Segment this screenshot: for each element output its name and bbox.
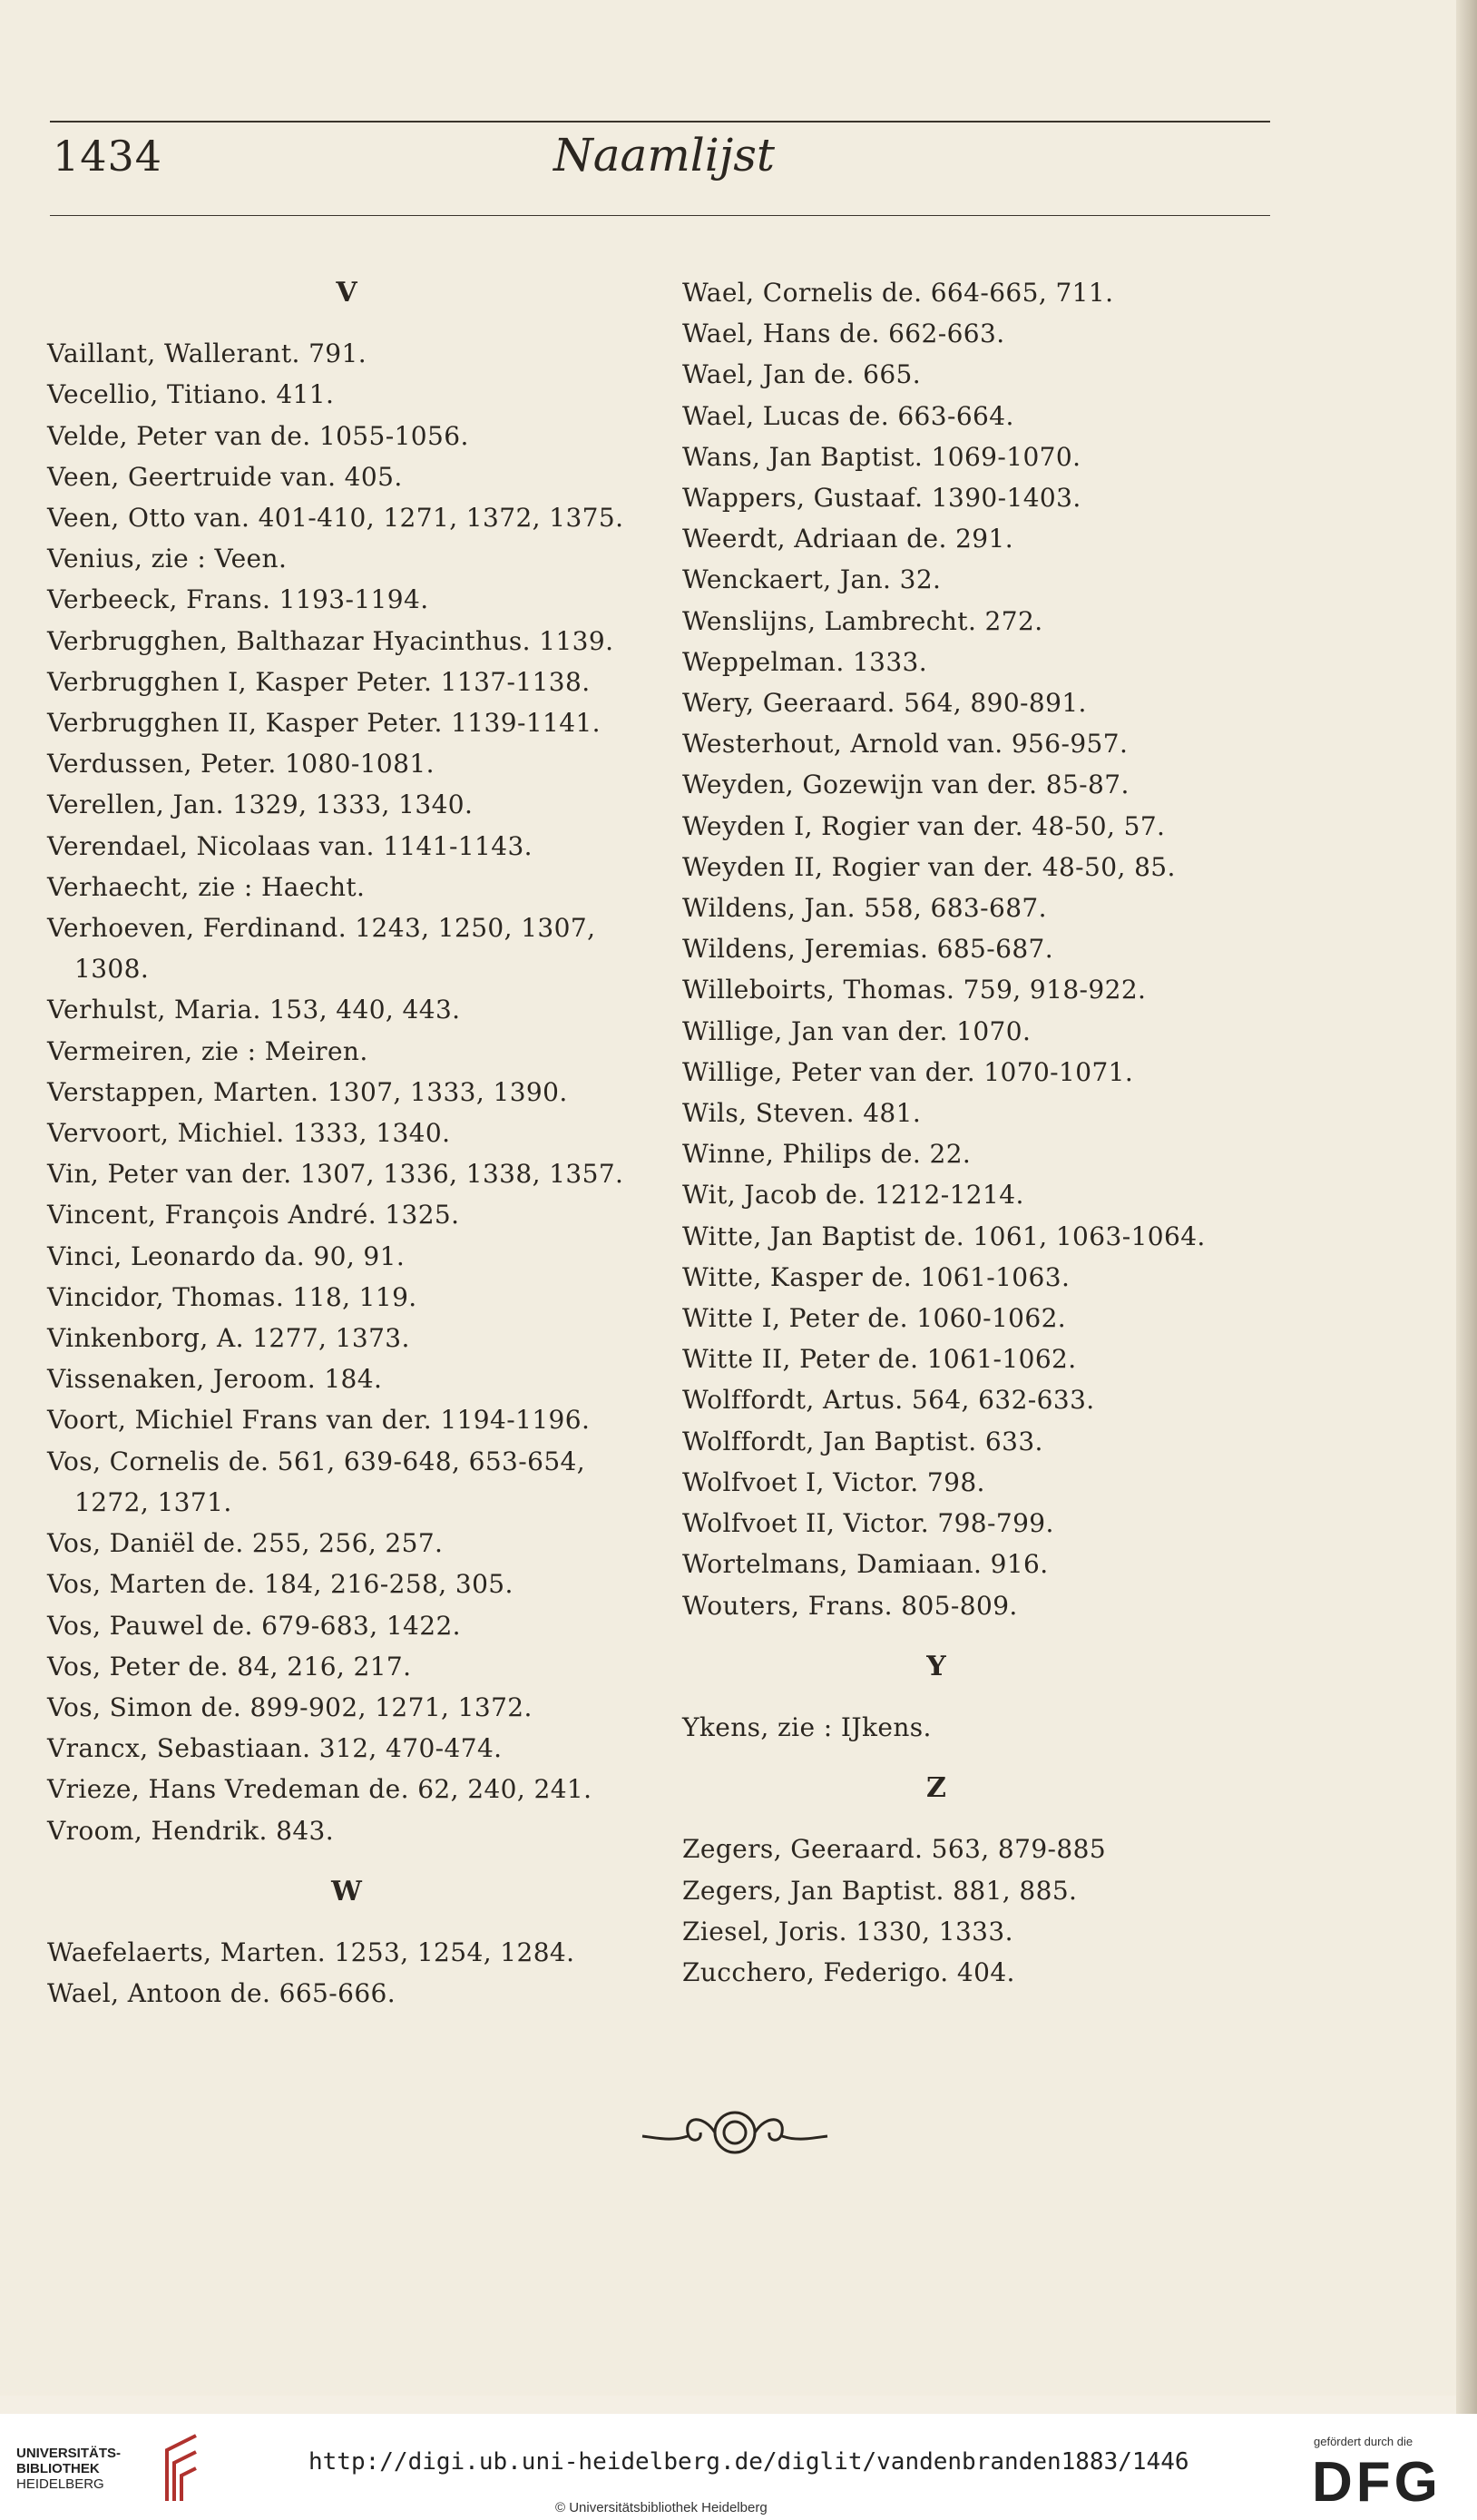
index-entry: Witte I, Peter de. 1060-1062.: [682, 1303, 1067, 1334]
index-entry: Wans, Jan Baptist. 1069-1070.: [682, 441, 1081, 472]
index-entry: Veen, Otto van. 401-410, 1271, 1372, 1375.: [47, 503, 624, 534]
index-entry: Wildens, Jeremias. 685-687.: [682, 934, 1054, 965]
library-logo-text: [16, 2446, 121, 2492]
source-url-link[interactable]: http://digi.ub.uni-heidelberg.de/diglit/vandenbranden1883/1446: [308, 2448, 1189, 2476]
index-entry: Vos, Daniël de. 255, 256, 257.: [47, 1528, 444, 1559]
index-entry: Wortelmans, Damiaan. 916.: [682, 1549, 1049, 1580]
page-title: Naamlijst: [553, 129, 776, 181]
index-entry: Verstappen, Marten. 1307, 1333, 1390.: [47, 1076, 568, 1107]
v-entry-list: [47, 333, 637, 1851]
index-entry: Wael, Cornelis de. 664-665, 711.: [682, 278, 1114, 308]
index-entry: Vervoort, Michiel. 1333, 1340.: [47, 1118, 451, 1149]
index-entry: Vroom, Hendrik. 843.: [47, 1815, 335, 1846]
index-entry: Vos, Cornelis de. 561, 639-648, 653-654,: [47, 1446, 586, 1476]
index-entry: Weyden II, Rogier van der. 48-50, 85.: [682, 851, 1176, 882]
index-entry: Willige, Jan van der. 1070.: [682, 1015, 1032, 1046]
library-line-2: BIBLIOTHEK: [16, 2461, 100, 2476]
copyright-text: © Universitätsbibliothek Heidelberg: [555, 2500, 768, 2515]
index-entry: Wolfvoet I, Victor. 798.: [682, 1466, 985, 1497]
index-entry: Verellen, Jan. 1329, 1333, 1340.: [47, 789, 474, 820]
index-entry: Zegers, Jan Baptist. 881, 885.: [682, 1875, 1078, 1906]
book-spine-edge: [1456, 0, 1477, 2414]
index-entry: Wael, Lucas de. 663-664.: [682, 400, 1014, 431]
library-line-1: UNIVERSITÄTS-: [16, 2446, 122, 2461]
index-entry: Venius, zie : Veen.: [47, 544, 288, 574]
index-entry: Willige, Peter van der. 1070-1071.: [682, 1056, 1134, 1087]
index-entry: Vos, Peter de. 84, 216, 217.: [47, 1651, 412, 1682]
index-entry: 1272, 1371.: [74, 1486, 232, 1517]
index-entry: Wils, Steven. 481.: [682, 1098, 922, 1129]
index-entry: Witte, Jan Baptist de. 1061, 1063-1064.: [682, 1221, 1206, 1251]
left-column: [47, 272, 637, 2014]
index-entry: Vincent, François André. 1325.: [47, 1200, 460, 1231]
index-entry: Voort, Michiel Frans van der. 1194-1196.: [47, 1405, 591, 1436]
index-entry: Wildens, Jan. 558, 683-687.: [682, 893, 1047, 924]
index-entry: Vin, Peter van der. 1307, 1336, 1338, 1357.: [47, 1159, 624, 1190]
index-entry: Weyden I, Rogier van der. 48-50, 57.: [682, 810, 1166, 841]
index-entry: Vinci, Leonardo da. 90, 91.: [47, 1240, 406, 1271]
index-entry: Verhoeven, Ferdinand. 1243, 1250, 1307,: [47, 913, 596, 944]
index-entry: Witte II, Peter de. 1061-1062.: [682, 1344, 1077, 1375]
index-entry: Verendael, Nicolaas van. 1141-1143.: [47, 830, 533, 861]
index-entry: Zegers, Geeraard. 563, 879-885: [682, 1834, 1107, 1865]
index-entry: Wappers, Gustaaf. 1390-1403.: [682, 483, 1081, 514]
page-number: 1434: [53, 132, 163, 181]
index-entry: Vrancx, Sebastiaan. 312, 470-474.: [47, 1733, 503, 1764]
index-entry: Wael, Jan de. 665.: [682, 359, 922, 390]
index-entry: Witte, Kasper de. 1061-1063.: [682, 1261, 1071, 1292]
index-entry: Wit, Jacob de. 1212-1214.: [682, 1180, 1024, 1211]
index-entry: Winne, Philips de. 22.: [682, 1139, 972, 1170]
index-entry: Ykens, zie : IJkens.: [682, 1711, 932, 1742]
index-entry: Wael, Hans de. 662-663.: [682, 319, 1005, 349]
index-entry: Vos, Simon de. 899-902, 1271, 1372.: [47, 1691, 533, 1722]
index-entry: Wery, Geeraard. 564, 890-891.: [682, 688, 1087, 719]
index-entry: Verhulst, Maria. 153, 440, 443.: [47, 995, 461, 1025]
index-entry: Vermeiren, zie : Meiren.: [47, 1035, 368, 1066]
index-entry: Weerdt, Adriaan de. 291.: [682, 524, 1014, 554]
index-entry: Verhaecht, zie : Haecht.: [47, 871, 366, 902]
index-entry: Vos, Marten de. 184, 216-258, 305.: [47, 1569, 514, 1600]
index-entry: Verbrugghen II, Kasper Peter. 1139-1141.: [47, 708, 601, 739]
index-entry: Veen, Geertruide van. 405.: [47, 461, 403, 492]
section-heading-y: Y: [926, 1650, 946, 1682]
index-entry: Verdussen, Peter. 1080-1081.: [47, 749, 435, 780]
index-entry: Wenslijns, Lambrecht. 272.: [682, 605, 1043, 636]
index-entry: Wolffordt, Artus. 564, 632-633.: [682, 1385, 1095, 1416]
index-entry: Verbeeck, Frans. 1193-1194.: [47, 584, 429, 615]
ornament-flourish-icon: [635, 2105, 835, 2160]
header-top-rule: [50, 121, 1270, 123]
index-entry: Wolfvoet II, Victor. 798-799.: [682, 1508, 1054, 1539]
y-entry-list: [682, 1707, 1272, 1748]
index-entry: Vrieze, Hans Vredeman de. 62, 240, 241.: [47, 1774, 592, 1805]
index-entry: Verbrugghen I, Kasper Peter. 1137-1138.: [47, 666, 591, 697]
right-column: [682, 272, 1272, 1993]
index-entry: Vaillant, Wallerant. 791.: [47, 338, 367, 369]
index-entry: Wael, Antoon de. 665-666.: [47, 1978, 396, 2009]
index-entry: Velde, Peter van de. 1055-1056.: [47, 420, 469, 451]
index-entry: Wouters, Frans. 805-809.: [682, 1590, 1018, 1621]
index-entry: Ziesel, Joris. 1330, 1333.: [682, 1916, 1013, 1946]
index-entry: Vincidor, Thomas. 118, 119.: [47, 1281, 417, 1312]
z-entry-list: [682, 1829, 1272, 1993]
dfg-logo: DFG: [1312, 2451, 1442, 2514]
section-heading-w: W: [331, 1875, 362, 1907]
index-entry: Wolffordt, Jan Baptist. 633.: [682, 1426, 1043, 1456]
index-entry: Weyden, Gozewijn van der. 85-87.: [682, 770, 1130, 800]
funded-by-text: gefördert durch die: [1314, 2435, 1413, 2448]
index-entry: Vos, Pauwel de. 679-683, 1422.: [47, 1610, 461, 1641]
index-entry: Waefelaerts, Marten. 1253, 1254, 1284.: [47, 1937, 575, 1967]
header-bottom-rule: [50, 215, 1270, 216]
index-entry: 1308.: [74, 954, 150, 985]
index-entry: Vecellio, Titiano. 411.: [47, 379, 335, 410]
index-entry: Verbrugghen, Balthazar Hyacinthus. 1139.: [47, 625, 614, 656]
section-heading-z: Z: [926, 1772, 946, 1805]
library-logo-icon: [160, 2432, 201, 2505]
library-line-3: HEIDELBERG: [16, 2476, 104, 2492]
index-entry: Zucchero, Federigo. 404.: [682, 1956, 1015, 1987]
index-entry: Weppelman. 1333.: [682, 646, 928, 677]
w-entry-list-left: [47, 1932, 637, 2014]
w-entry-list-right: [682, 272, 1272, 1626]
index-entry: Wenckaert, Jan. 32.: [682, 564, 942, 595]
section-heading-v: V: [336, 277, 357, 309]
index-entry: Vinkenborg, A. 1277, 1373.: [47, 1323, 410, 1354]
index-entry: Westerhout, Arnold van. 956-957.: [682, 729, 1129, 760]
index-entry: Willeboirts, Thomas. 759, 918-922.: [682, 975, 1147, 1005]
index-entry: Vissenaken, Jeroom. 184.: [47, 1364, 383, 1395]
